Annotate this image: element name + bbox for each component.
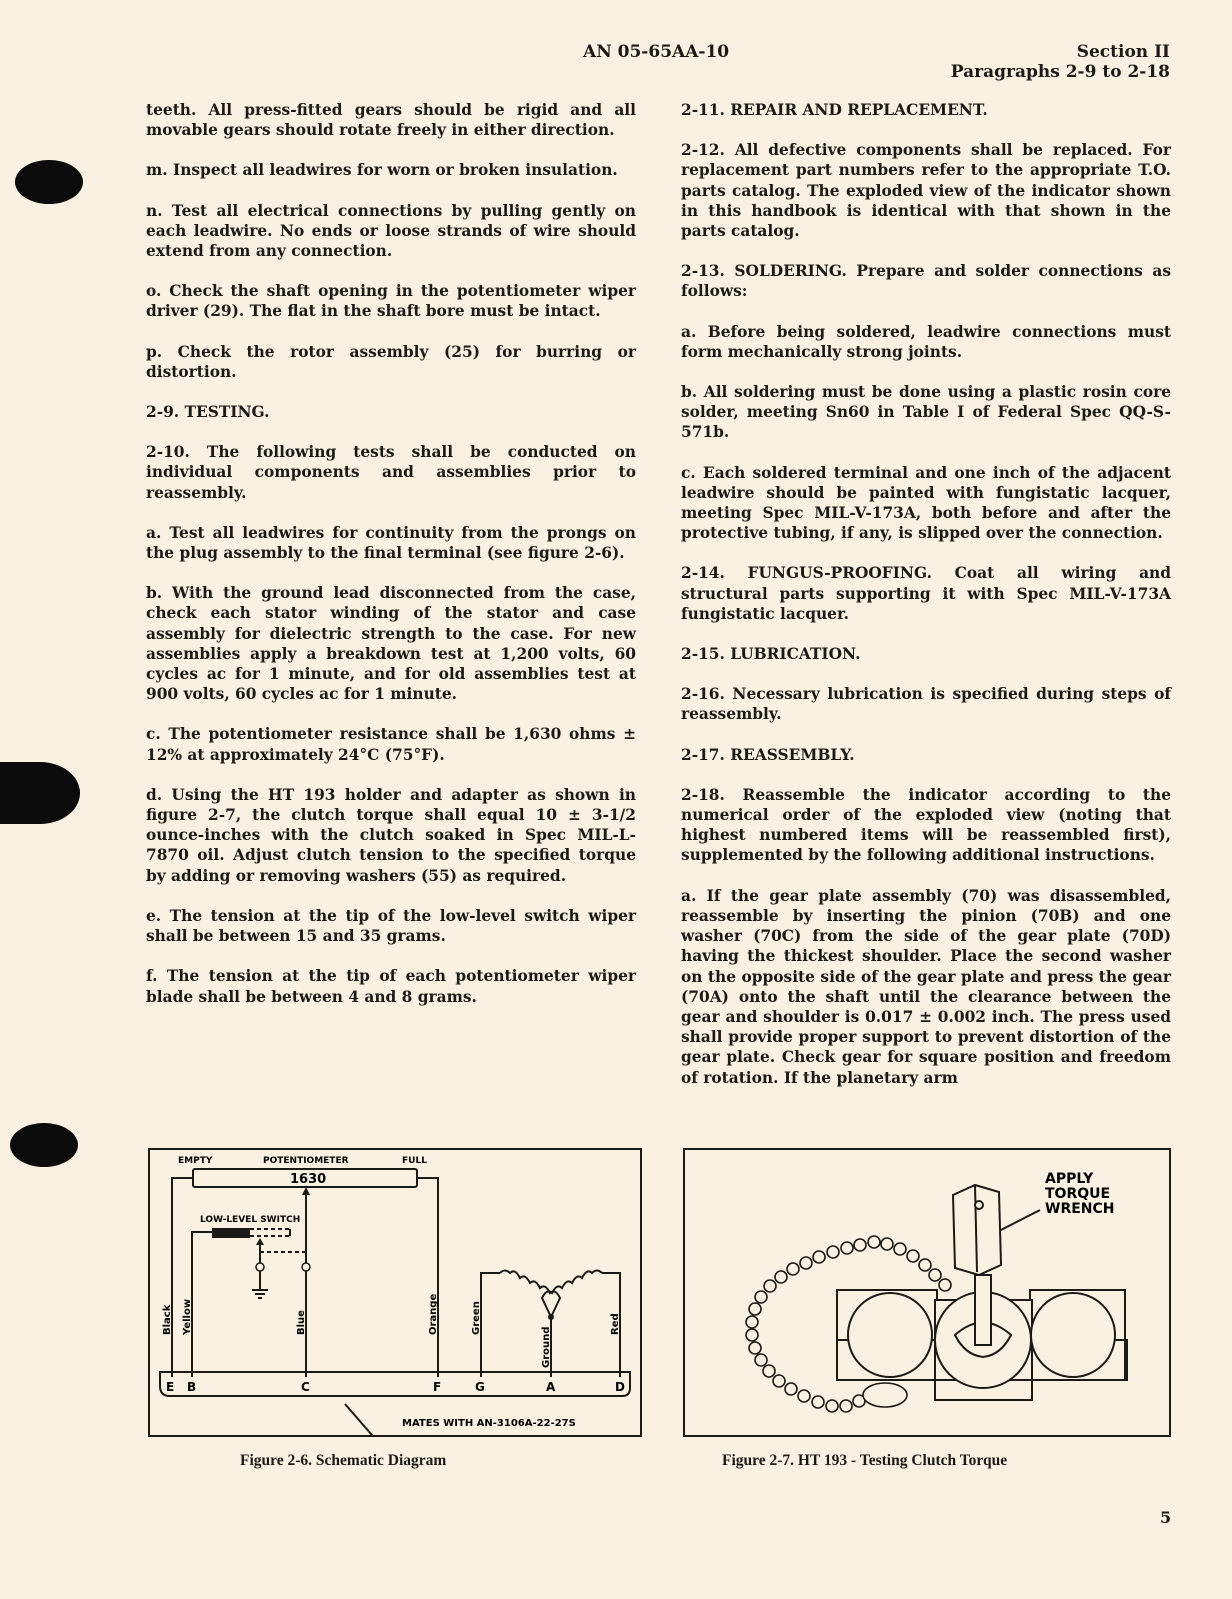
callout-torque: TORQUE xyxy=(1045,1186,1111,1202)
paragraph: 2-16. Necessary lubrication is specified during steps of reassembly. xyxy=(681,685,1171,724)
resistance-value: 1630 xyxy=(290,1172,327,1187)
wire-label-yellow: Yellow xyxy=(182,1298,193,1335)
switch-label: LOW-LEVEL SWITCH xyxy=(200,1215,301,1225)
punch-hole xyxy=(0,762,80,824)
torque-test-illustration xyxy=(685,1150,1169,1435)
pin-a: A xyxy=(546,1380,556,1394)
paragraph: c. Each soldered terminal and one inch of the adjacent leadwire should be painted with fungistatic lacquer, meeting Spec MIL-V-173A, both before and after the protective tubing, if any, is slipped over the connection. xyxy=(681,463,1171,543)
mates-with-label: MATES WITH AN-3106A-22-27S xyxy=(402,1418,576,1429)
paragraph: o. Check the shaft opening in the potentiometer wiper driver (29). The flat in the shaft bore must be intact. xyxy=(146,282,636,321)
paragraph: c. The potentiometer resistance shall be 1,630 ohms ± 12% at approximately 24°C (75°F). xyxy=(146,725,636,764)
wire-label-red: Red xyxy=(610,1313,621,1335)
empty-label: EMPTY xyxy=(178,1156,213,1166)
pin-c: C xyxy=(301,1380,310,1394)
callout-apply: APPLY xyxy=(1045,1171,1094,1187)
doc-number: AN 05-65AA-10 xyxy=(583,42,730,62)
paragraph: m. Inspect all leadwires for worn or broken insulation. xyxy=(146,161,618,180)
paragraph: 2-12. All defective components shall be replaced. For replacement part numbers refer to the appropriate T.O. parts catalog. The exploded view of the indicator shown in this handbook is identical with that shown in the parts catalog. xyxy=(681,141,1171,241)
section-heading: 2-17. REASSEMBLY. xyxy=(681,745,855,764)
wire-label-green: Green xyxy=(471,1301,482,1335)
paragraph: a. Test all leadwires for continuity from the prongs on the plug assembly to the final terminal (see figure 2-6). xyxy=(146,523,636,563)
potentiometer-label: POTENTIOMETER xyxy=(263,1156,349,1166)
paragraph: a. Before being soldered, leadwire connections must form mechanically strong joints. xyxy=(681,322,1171,361)
pin-g: G xyxy=(475,1380,485,1394)
wire-label-blue: Blue xyxy=(296,1310,307,1335)
callout-wrench: WRENCH xyxy=(1045,1201,1115,1217)
punch-hole xyxy=(10,1123,78,1167)
paragraph: a. If the gear plate assembly (70) was disassembled, reassemble by inserting the pinion (70B) and one washer (70C) from the side of the gear plate (70D) having the thickest shoulder. Place the second washer on the opposite side of the gear plate and press the gear (70A) onto the shaft until the clearance between the gear and shoulder is 0.017 ± 0.002 inch. The press used shall provide proper support to prevent distortion of the gear plate. Check gear for square position and freedom of rotation. If the planetary arm xyxy=(681,886,1171,1087)
right-column xyxy=(681,100,1171,1108)
paragraph: n. Test all electrical connections by pulling gently on each leadwire. No ends or loose strands of wire should extend from any connection. xyxy=(146,201,636,261)
figure-2-6-schematic xyxy=(148,1148,642,1437)
section-heading: 2-15. LUBRICATION. xyxy=(681,645,861,664)
section-label: Section II xyxy=(1076,42,1170,62)
paragraph: 2-14. FUNGUS-PROOFING. Coat all wiring and structural parts supporting it with Spec MIL-V-173A fungistatic lacquer. xyxy=(681,564,1171,623)
section-heading: 2-9. TESTING. xyxy=(146,403,270,422)
left-column xyxy=(146,100,636,1027)
paragraph: b. All soldering must be done using a plastic rosin core solder, meeting Sn60 in Table I of Federal Spec QQ-S-571b. xyxy=(681,383,1171,442)
full-label: FULL xyxy=(402,1156,427,1166)
pin-e: E xyxy=(166,1380,175,1394)
figure-2-7-caption: Figure 2-7. HT 193 - Testing Clutch Torque xyxy=(722,1452,1008,1469)
paragraph: teeth. All press-fitted gears should be rigid and all movable gears should rotate freely in either direction. xyxy=(146,101,636,140)
paragraph: f. The tension at the tip of each potentiometer wiper blade shall be between 4 and 8 grams. xyxy=(146,967,636,1006)
pin-f: F xyxy=(433,1380,442,1394)
paragraph: p. Check the rotor assembly (25) for burring or distortion. xyxy=(146,342,636,381)
paragraph: b. With the ground lead disconnected from the case, check each stator winding of the stator and case assembly for dielectric strength to the case. For new assemblies apply a breakdown test at 1,200 volts, 60 cycles ac for 1 minute, and for old assemblies test at 900 volts, 60 cycles ac for 1 minute. xyxy=(146,584,636,704)
wire-label-orange: Orange xyxy=(428,1293,439,1335)
pin-d: D xyxy=(615,1380,625,1394)
section-heading: 2-11. REPAIR AND REPLACEMENT. xyxy=(681,101,988,119)
paragraph: 2-18. Reassemble the indicator according to the numerical order of the exploded view (noting that highest numbered items will be reassembled first), supplemented by the following additional instructions. xyxy=(681,785,1171,865)
figure-2-7-clutch-torque xyxy=(683,1148,1171,1437)
paragraph-range: Paragraphs 2-9 to 2-18 xyxy=(950,62,1170,82)
page-number: 5 xyxy=(1160,1508,1172,1527)
paragraph: 2-13. SOLDERING. Prepare and solder connections as follows: xyxy=(681,262,1171,301)
paragraph: d. Using the HT 193 holder and adapter as shown in figure 2-7, the clutch torque shall equal 10 ± 3-1/2 ounce-inches with the clutch soaked in Spec MIL-L-7870 oil. Adjust clutch tension to the specified torque by adding or removing washers (55) as required. xyxy=(146,785,636,885)
pin-b: B xyxy=(187,1380,197,1394)
paragraph: 2-10. The following tests shall be conducted on individual components and assemblies prior to reassembly. xyxy=(146,443,636,502)
punch-hole xyxy=(15,160,83,204)
wire-label-ground: Ground xyxy=(541,1326,552,1368)
figure-2-6-caption: Figure 2-6. Schematic Diagram xyxy=(240,1452,447,1469)
schematic-diagram xyxy=(150,1150,640,1435)
wire-label-black: Black xyxy=(162,1304,173,1335)
paragraph: e. The tension at the tip of the low-level switch wiper shall be between 15 and 35 grams. xyxy=(146,906,636,946)
